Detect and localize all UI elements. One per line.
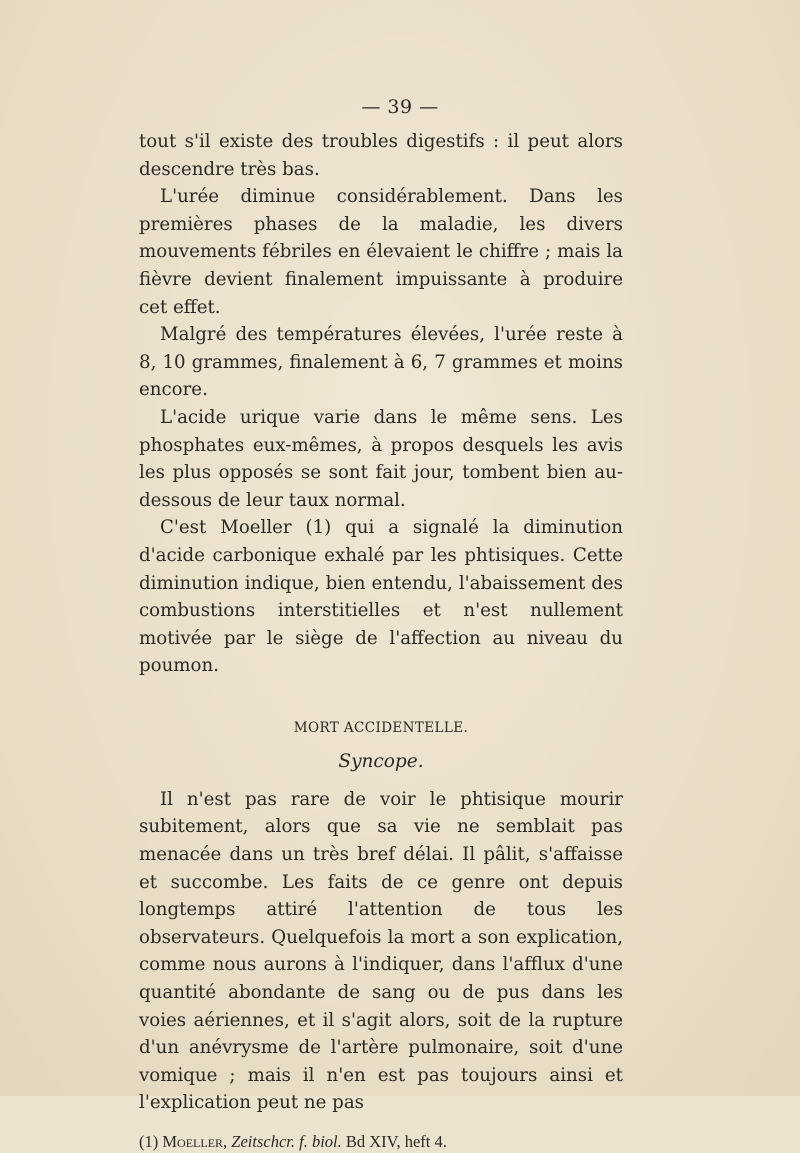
section-subtitle: Syncope. xyxy=(338,750,424,772)
section-paragraph: Il n'est pas rare de voir le phtisique mourir subitement, alors que sa vie ne semblait pas menacée dans un très bref délai. Il pâlit, s'affaisse et succombe. Les faits de ce genre ont depuis longtemps attiré l'attention de tous les observateurs. Quelquefois la mort a son explication, comme nous aurons à l'indiquer, dans l'afflux d'une quantité abondante de sang ou de pus dans les voies aériennes, et il s'agit alors, soit de la rupture d'un anévrysme de l'artère pulmonaire, soit d'une vomique ; mais il n'en est pas toujours ainsi et l'explication peut ne pas xyxy=(139,788,623,1114)
page-body xyxy=(139,128,623,1153)
section-title: MORT ACCIDENTELLE. xyxy=(293,719,469,736)
footnote xyxy=(139,1131,623,1153)
footnote-marker: (1) xyxy=(139,1132,159,1151)
paragraph-4: L'acide urique varie dans le même sens. Les phosphates eux-mêmes, à propos desquels les avis les plus opposés se sont fait jour, tombent bien au-dessous de leur taux normal. xyxy=(139,406,623,511)
page-number: — 39 — xyxy=(361,96,439,118)
paragraph-5: C'est Moeller (1) qui a signalé la diminution d'acide carbonique exhalé par les phtisiques. Cette diminution indique, bien entendu, l'abaissement des combustions interstitielles et n'est nullement motivée par le siège de l'affection au niveau du poumon. xyxy=(139,517,623,677)
paragraph-1: tout s'il existe des troubles digestifs : il peut alors descendre très bas. xyxy=(139,131,623,180)
paragraph-3: Malgré des températures élevées, l'urée reste à 8, 10 grammes, finalement à 6, 7 grammes et moins encore. xyxy=(139,324,623,401)
paragraph-2: L'urée diminue considérablement. Dans les premières phases de la maladie, les divers mouvements fébriles en élevaient le chiffre ; mais la fièvre devient finalement impuissante à produire cet effet. xyxy=(139,186,623,318)
footnote-author: Moeller, xyxy=(162,1132,228,1151)
footnote-journal: Zeitschcr. f. biol. xyxy=(231,1132,342,1151)
footnote-reference: Bd XIV, heft 4. xyxy=(345,1132,447,1151)
